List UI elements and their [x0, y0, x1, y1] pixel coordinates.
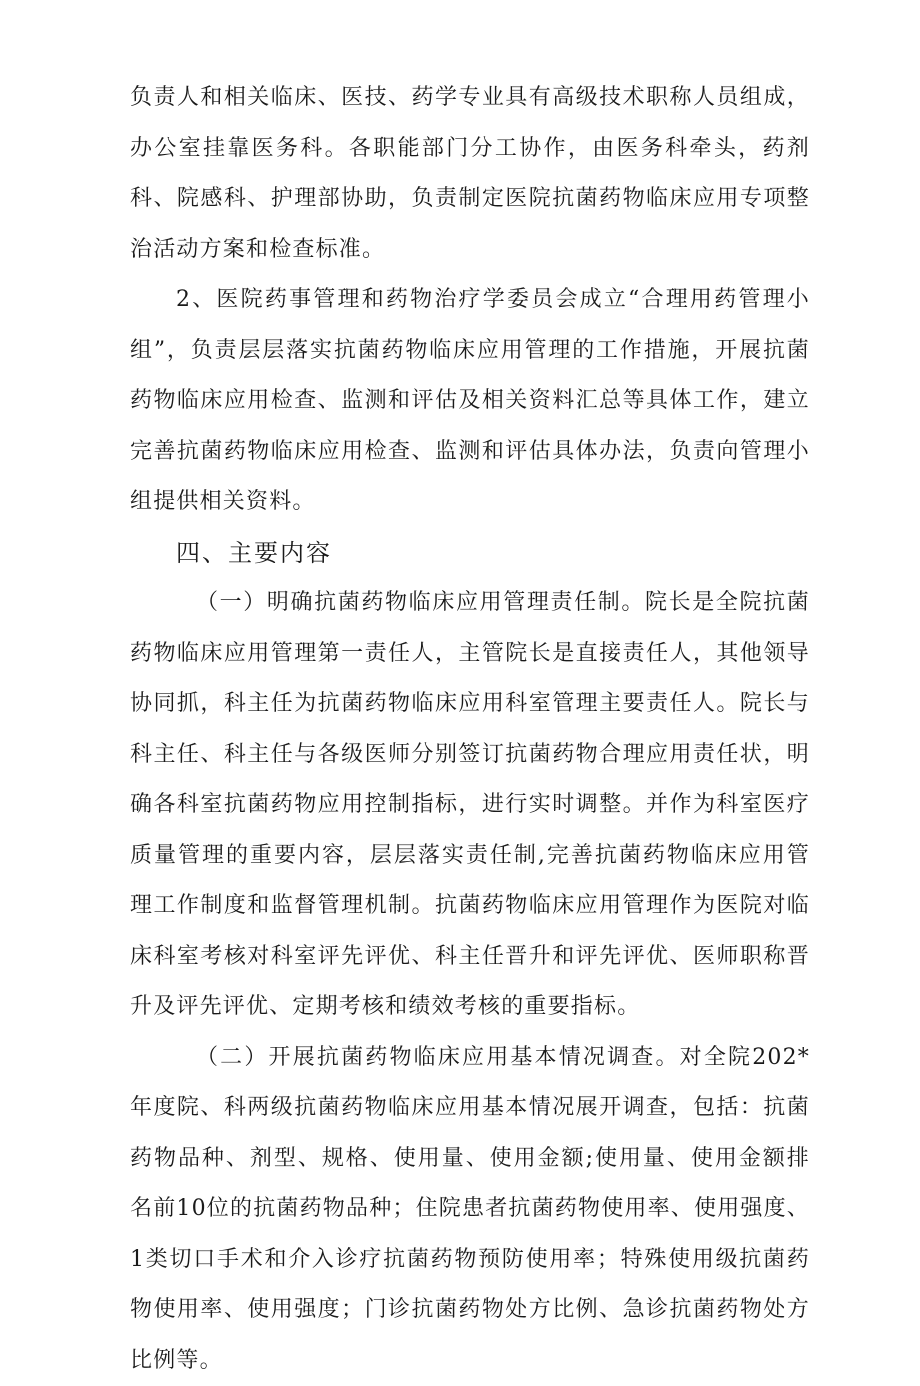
paragraph-item-2-survey: （二）开展抗菌药物临床应用基本情况调查。对全院202*年度院、科两级抗菌药物临床应用基本情况展开调查，包括：抗菌药物品种、剂型、规格、使用量、使用金额;使用量、使用金额排名前10位的抗菌药物品种；住院患者抗菌药物使用率、使用强度、1类切口手术和介入诊疗抗菌药物预防使用率；特殊使用级抗菌药物使用率、使用强度；门诊抗菌药物处方比例、急诊抗菌药物处方比例等。: [130, 1033, 810, 1386]
paragraph-item-2: 2、医院药事管理和药物治疗学委员会成立“合理用药管理小组”，负责层层落实抗菌药物临床应用管理的工作措施，开展抗菌药物临床应用检查、监测和评估及相关资料汇总等具体工作，建立完善抗菌药物临床应用检查、监测和评估具体办法，负责向管理小组提供相关资料。: [130, 275, 810, 528]
section-heading: 四、主要内容: [130, 528, 810, 579]
paragraph-item-1: （一）明确抗菌药物临床应用管理责任制。院长是全院抗菌药物临床应用管理第一责任人，主管院长是直接责任人，其他领导协同抓，科主任为抗菌药物临床应用科室管理主要责任人。院长与科主任、科主任与各级医师分别签订抗菌药物合理应用责任状，明确各科室抗菌药物应用控制指标，进行实时调整。并作为科室医疗质量管理的重要内容，层层落实责任制,完善抗菌药物临床应用管理工作制度和监督管理机制。抗菌药物临床应用管理作为医院对临床科室考核对科室评先评优、科主任晋升和评先评优、医师职称晋升及评先评优、定期考核和绩效考核的重要指标。: [130, 578, 810, 1033]
paragraph-continuation: 负责人和相关临床、医技、药学专业具有高级技术职称人员组成，办公室挂靠医务科。各职能部门分工协作，由医务科牵头，药剂科、院感科、护理部协助，负责制定医院抗菌药物临床应用专项整治活动方案和检查标准。: [130, 73, 810, 275]
document-body: [130, 73, 810, 1386]
